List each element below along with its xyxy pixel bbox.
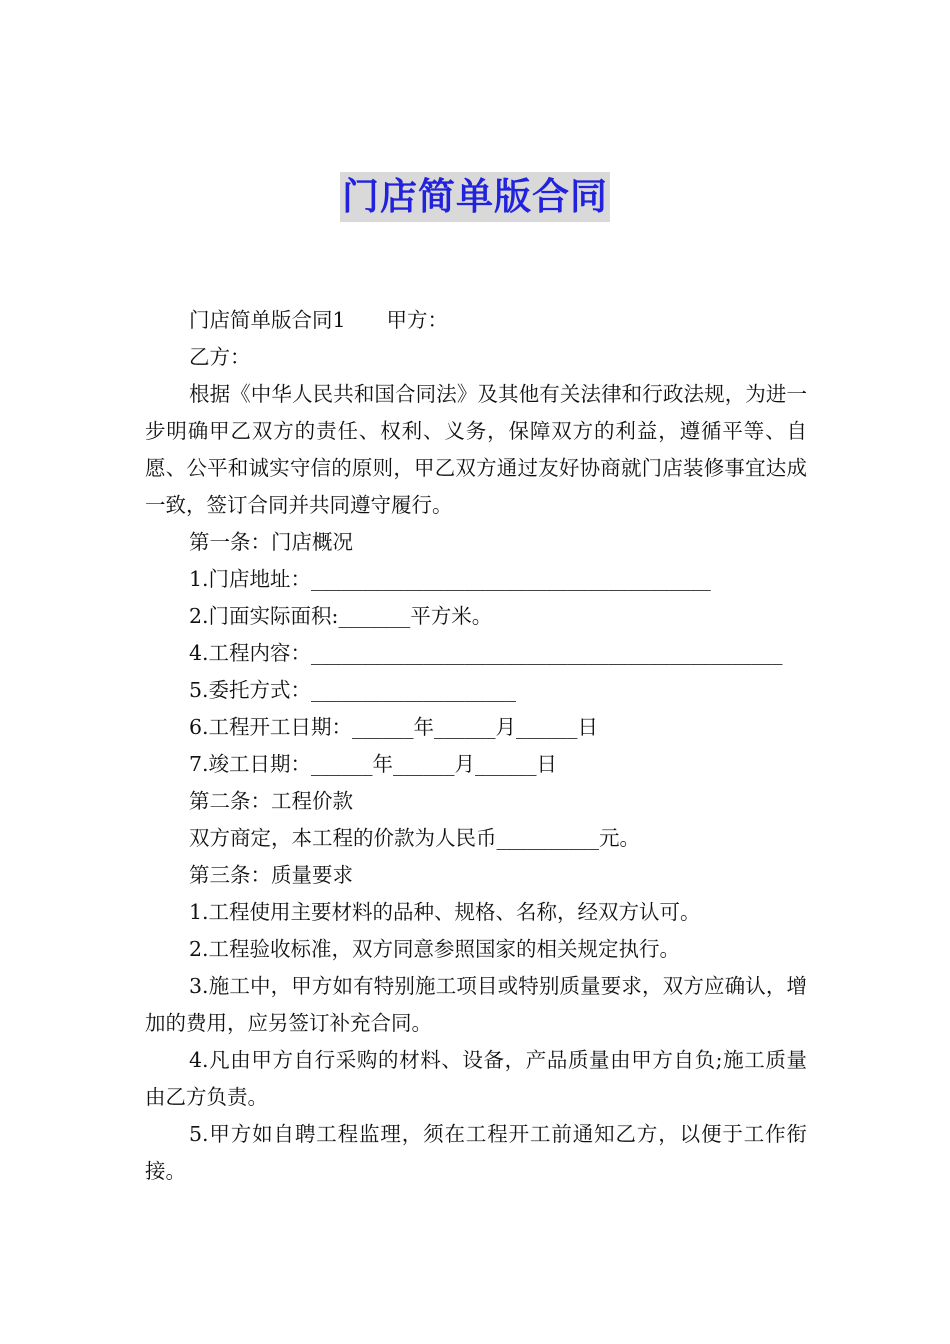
article-3-item-5: 5.甲方如自聘工程监理，须在工程开工前通知乙方，以便于工作衔接。 — [145, 1122, 807, 1183]
document-title: 门店简单版合同 — [340, 172, 610, 222]
article-3-item-4: 4.凡由甲方自行采购的材料、设备，产品质量由甲方自负;施工质量由乙方负责。 — [145, 1048, 807, 1109]
article-2-heading: 第二条：工程价款 — [189, 789, 353, 813]
article-1-heading: 第一条：门店概况 — [189, 530, 353, 554]
article-3-item-2: 2.工程验收标准，双方同意参照国家的相关规定执行。 — [189, 937, 681, 961]
article-1-item-start-date: 6.工程开工日期：______年______月______日 — [189, 715, 599, 739]
paragraph-party-b: 乙方： — [189, 345, 251, 369]
article-3-item-3: 3.施工中，甲方如有特别施工项目或特别质量要求，双方应确认，增加的费用，应另签订补充合同。 — [145, 974, 807, 1035]
article-2-price: 双方商定，本工程的价款为人民币__________元。 — [189, 826, 640, 850]
article-1-item-delegation: 5.委托方式：____________________ — [189, 678, 517, 702]
article-1-item-content: 4.工程内容：______________________________________________ — [189, 641, 783, 665]
title-container — [0, 172, 950, 222]
article-1-item-address: 1.门店地址：_______________________________________ — [189, 567, 711, 591]
article-3-item-1: 1.工程使用主要材料的品种、规格、名称，经双方认可。 — [189, 900, 701, 924]
document-body — [145, 302, 807, 1190]
article-1-item-area: 2.门面实际面积:_______平方米。 — [189, 604, 493, 628]
paragraph-preamble: 根据《中华人民共和国合同法》及其他有关法律和行政法规，为进一步明确甲乙双方的责任、权利、义务，保障双方的利益，遵循平等、自愿、公平和诚实守信的原则，甲乙双方通过友好协商就门店装修事宜达成一致，签订合同并共同遵守履行。 — [145, 382, 807, 517]
article-3-heading: 第三条：质量要求 — [189, 863, 353, 887]
paragraph-header-party-a: 门店简单版合同1 甲方： — [189, 308, 449, 332]
article-1-item-completion-date: 7.竣工日期：______年______月______日 — [189, 752, 558, 776]
